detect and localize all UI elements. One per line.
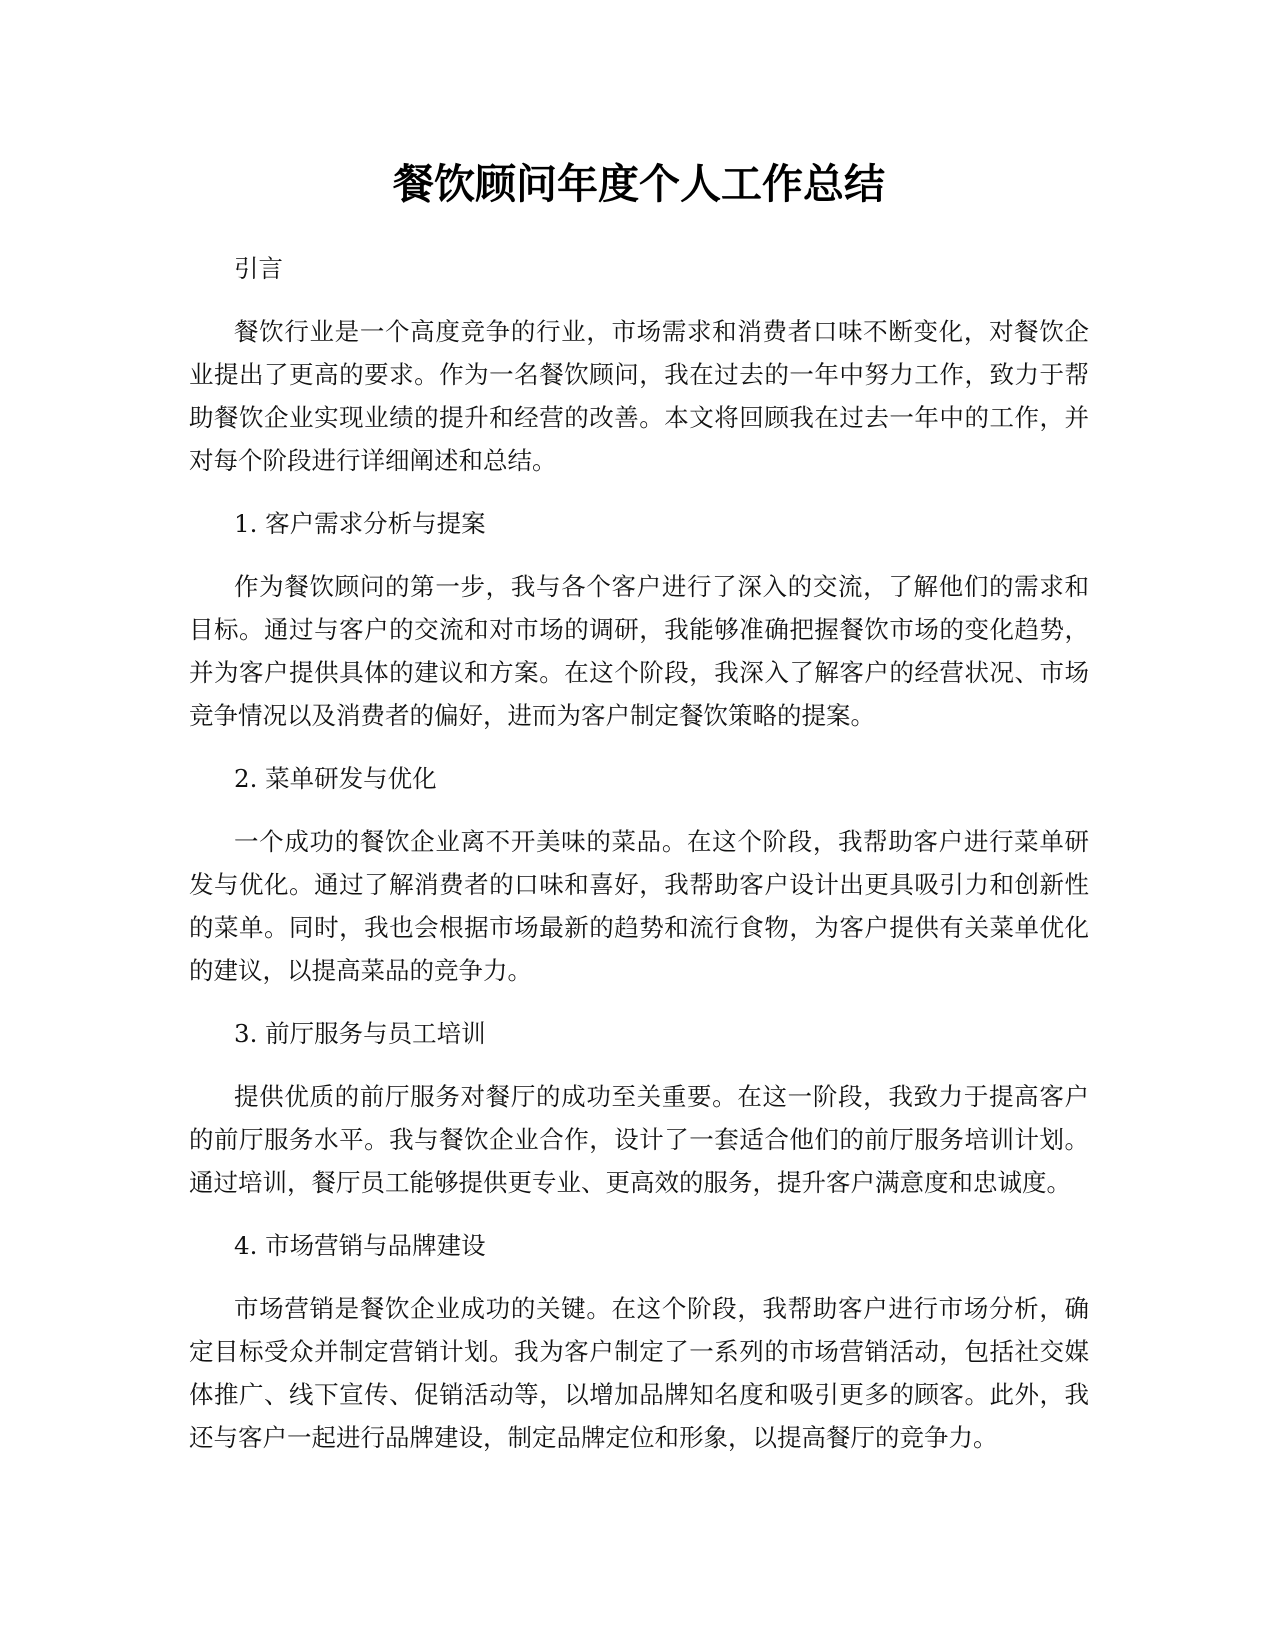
spacer xyxy=(189,290,1089,310)
spacer xyxy=(189,1204,1089,1224)
section-heading-1: 1. 客户需求分析与提案 xyxy=(234,509,486,538)
section-heading-4: 4. 市场营销与品牌建设 xyxy=(234,1231,486,1260)
section-body-intro: 餐饮行业是一个高度竞争的行业，市场需求和消费者口味不断变化，对餐饮企业提出了更高的要求。作为一名餐饮顾问，我在过去的一年中努力工作，致力于帮助餐饮企业实现业绩的提升和经营的改善。本文将回顾我在过去一年中的工作，并对每个阶段进行详细阐述和总结。 xyxy=(189,317,1089,475)
spacer xyxy=(189,482,1089,502)
spacer xyxy=(189,224,1089,247)
spacer xyxy=(189,737,1089,757)
spacer xyxy=(189,545,1089,565)
document-content xyxy=(189,144,1089,1459)
spacer xyxy=(189,800,1089,820)
section-heading-intro: 引言 xyxy=(234,254,283,283)
section-body-1: 作为餐饮顾问的第一步，我与各个客户进行了深入的交流，了解他们的需求和目标。通过与客户的交流和对市场的调研，我能够准确把握餐饮市场的变化趋势，并为客户提供具体的建议和方案。在这个阶段，我深入了解客户的经营状况、市场竞争情况以及消费者的偏好，进而为客户制定餐饮策略的提案。 xyxy=(189,572,1089,730)
document-title: 餐饮顾问年度个人工作总结 xyxy=(393,160,885,208)
section-body-3: 提供优质的前厅服务对餐厅的成功至关重要。在这一阶段，我致力于提高客户的前厅服务水平。我与餐饮企业合作，设计了一套适合他们的前厅服务培训计划。通过培训，餐厅员工能够提供更专业、更高效的服务，提升客户满意度和忠诚度。 xyxy=(189,1082,1089,1197)
spacer xyxy=(189,1267,1089,1287)
spacer xyxy=(189,992,1089,1012)
spacer xyxy=(189,1055,1089,1075)
section-body-4: 市场营销是餐饮企业成功的关键。在这个阶段，我帮助客户进行市场分析，确定目标受众并制定营销计划。我为客户制定了一系列的市场营销活动，包括社交媒体推广、线下宣传、促销活动等，以增加品牌知名度和吸引更多的顾客。此外，我还与客户一起进行品牌建设，制定品牌定位和形象，以提高餐厅的竞争力。 xyxy=(189,1294,1089,1452)
section-heading-3: 3. 前厅服务与员工培训 xyxy=(234,1019,486,1048)
section-body-2: 一个成功的餐饮企业离不开美味的菜品。在这个阶段，我帮助客户进行菜单研发与优化。通过了解消费者的口味和喜好，我帮助客户设计出更具吸引力和创新性的菜单。同时，我也会根据市场最新的趋势和流行食物，为客户提供有关菜单优化的建议，以提高菜品的竞争力。 xyxy=(189,827,1089,985)
section-heading-2: 2. 菜单研发与优化 xyxy=(234,764,437,793)
